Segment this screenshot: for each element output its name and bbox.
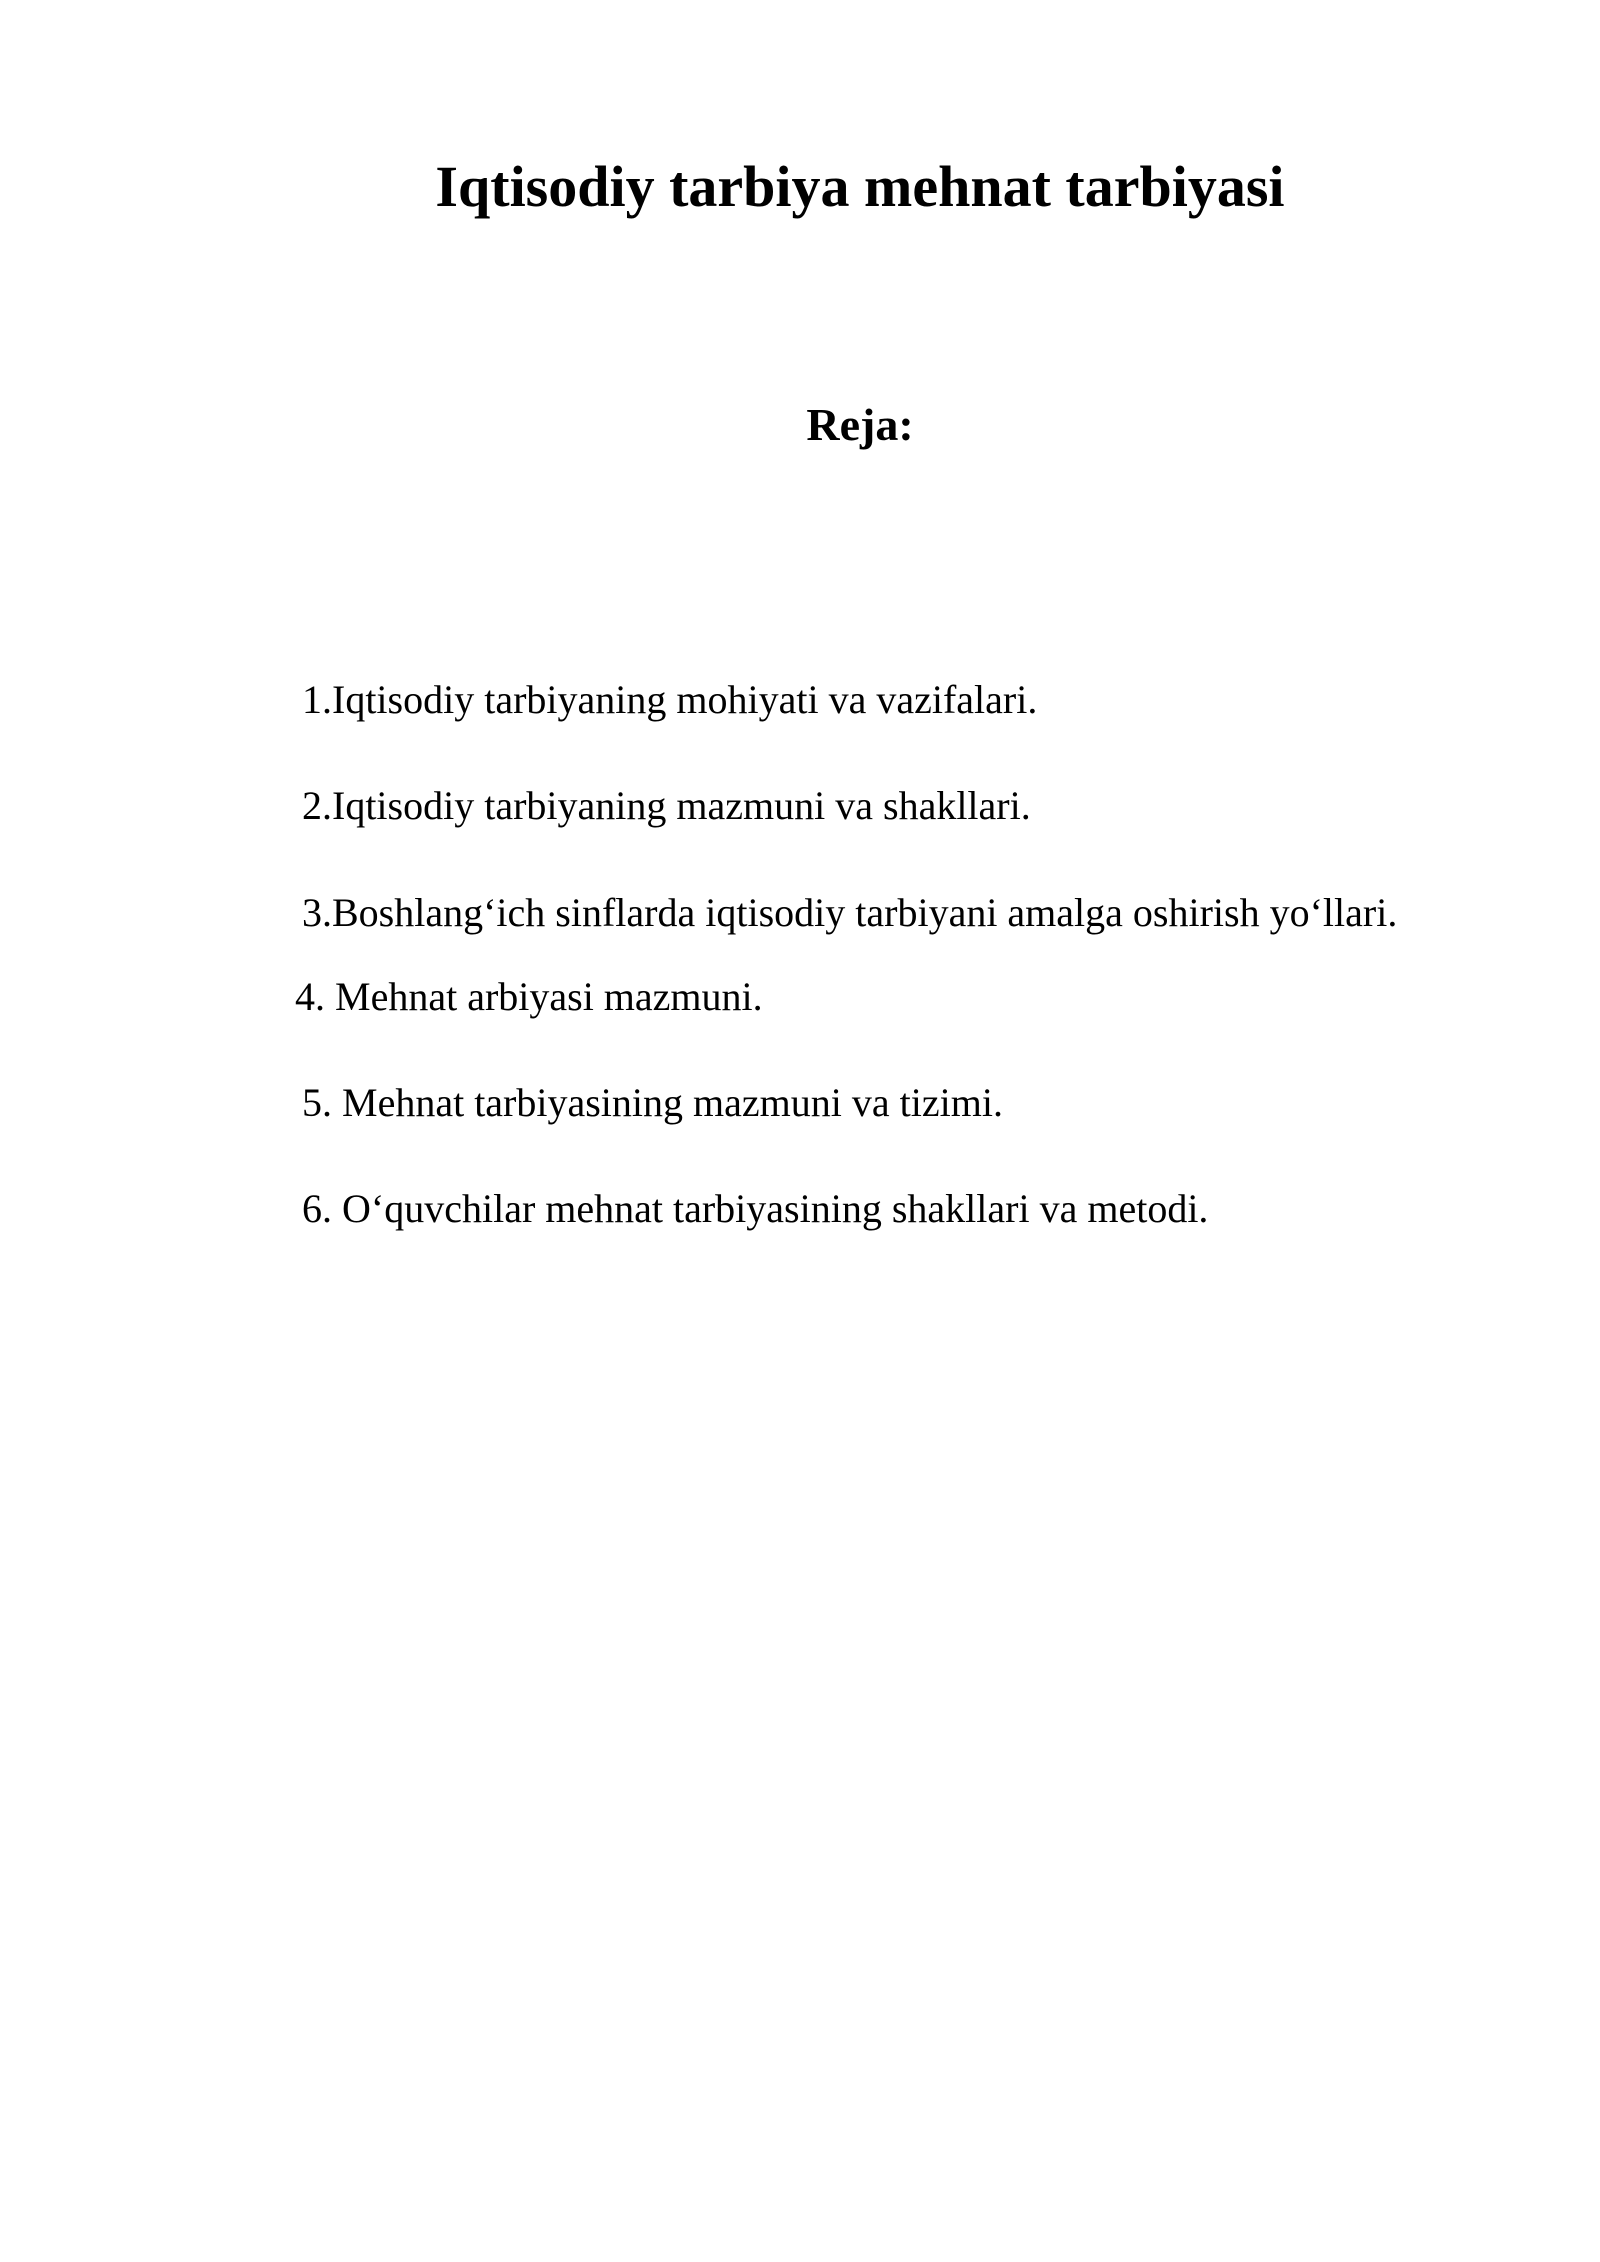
plan-item: 2.Iqtisodiy tarbiyaning mazmuni va shakllari. (302, 783, 1031, 828)
plan-item: 4. Mehnat arbiyasi mazmuni. (295, 974, 763, 1019)
plan-item: 3.Boshlang‘ich sinflarda iqtisodiy tarbiyani amalga oshirish yo‘llari. (302, 890, 1398, 935)
document-title: Iqtisodiy tarbiya mehnat tarbiyasi (435, 154, 1285, 219)
plan-item: 1.Iqtisodiy tarbiyaning mohiyati va vazifalari. (302, 677, 1038, 722)
plan-heading: Reja: (806, 399, 914, 450)
plan-item: 6. O‘quvchilar mehnat tarbiyasining shakllari va metodi. (302, 1186, 1209, 1231)
plan-item: 5. Mehnat tarbiyasining mazmuni va tizimi. (302, 1080, 1003, 1125)
